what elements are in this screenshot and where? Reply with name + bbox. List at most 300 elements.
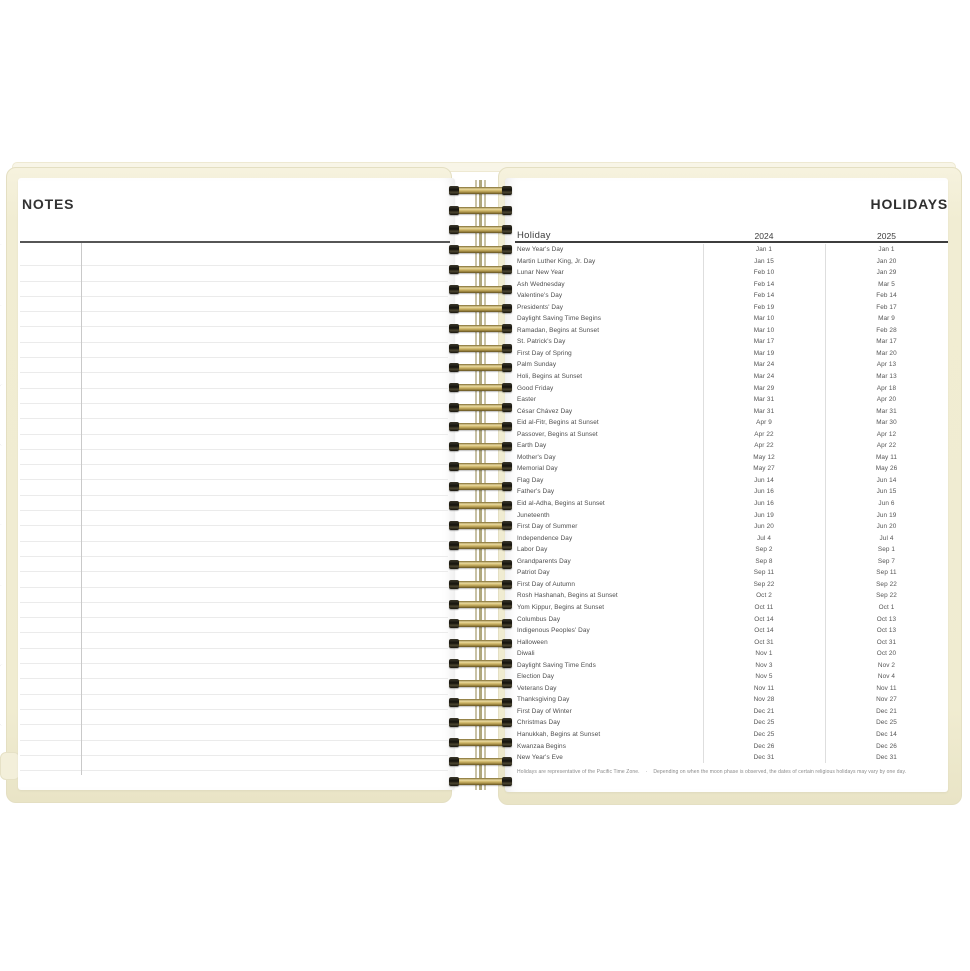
ruled-line [20,404,448,419]
date-2024: Oct 31 [754,638,774,646]
holiday-name: Diwali [517,650,535,658]
date-2024: Mar 10 [753,315,775,323]
coil-end-right [502,580,512,589]
table-row [505,567,948,579]
table-row [505,290,948,302]
coil-bar [455,620,506,627]
date-2024: Dec 25 [753,730,775,738]
coil-end-right [502,639,512,648]
coil-bar [455,423,506,430]
holiday-name: Martin Luther King, Jr. Day [517,257,596,265]
date-2024: May 27 [753,465,775,473]
holiday-name: Lunar New Year [517,269,564,277]
table-row [505,244,948,256]
date-2025: Dec 21 [876,707,897,715]
date-2025: Dec 26 [876,742,897,750]
coil-bar [455,483,506,490]
coil-bar [455,325,506,332]
spiral-coil [449,265,512,274]
spiral-coil [449,403,512,412]
table-row [505,521,948,533]
table-row [505,394,948,406]
ruled-line [20,266,448,281]
coil-bar [455,561,506,568]
coil-bar [455,305,506,312]
ruled-line [20,603,448,618]
ruled-line [20,511,448,526]
date-2024: Oct 2 [756,592,772,600]
holiday-name: Ash Wednesday [517,280,565,288]
footnote-separator: · [645,769,648,775]
table-row [505,579,948,591]
coil-end-left [449,521,459,530]
coil-end-left [449,560,459,569]
ruled-line [20,633,448,648]
ruled-line [20,542,448,557]
notes-margin-line [81,243,82,775]
ruled-line [20,695,448,710]
holiday-name: Valentine's Day [517,292,563,300]
table-row [505,313,948,325]
table-row [505,533,948,545]
table-row [505,452,948,464]
coil-end-right [502,186,512,195]
date-2024: Mar 10 [753,326,775,334]
ruled-line [20,741,448,756]
date-2024: Oct 11 [754,603,774,611]
coil-end-right [502,698,512,707]
date-2025: Sep 22 [876,580,897,588]
ruled-line [20,389,448,404]
table-row [505,671,948,683]
holiday-name: Juneteenth [517,511,550,519]
date-2024: Jun 19 [754,511,774,519]
coil-bar [455,345,506,352]
table-row [505,717,948,729]
date-2024: Sep 11 [753,569,775,577]
table-row [505,463,948,475]
coil-end-right [502,777,512,786]
notes-page-title: NOTES [22,196,75,212]
holiday-name: Indigenous Peoples' Day [517,627,590,635]
holiday-name: Christmas Day [517,719,561,727]
page-corner-curl [0,752,20,780]
date-2024: Mar 24 [753,361,775,369]
holiday-name: St. Patrick's Day [517,338,566,346]
date-2024: Feb 14 [753,292,775,300]
date-2025: Oct 1 [878,603,895,611]
coil-bar [455,207,506,214]
spiral-coil [449,639,512,648]
coil-end-right [502,521,512,530]
date-2025: Jun 20 [876,523,897,531]
coil-end-left [449,619,459,628]
ruled-line [20,557,448,572]
coil-bar [455,286,506,293]
date-2025: Feb 14 [876,292,897,300]
date-2024: Mar 29 [753,384,775,392]
date-2025: Apr 22 [876,442,897,450]
date-2025: May 11 [875,453,898,461]
spiral-coil [449,501,512,510]
coil-end-right [502,482,512,491]
date-2024: Nov 28 [753,696,775,704]
coil-bar [455,364,506,371]
coil-end-left [449,757,459,766]
spiral-coil [449,738,512,747]
coil-end-left [449,186,459,195]
date-2025: Jun 15 [876,488,897,496]
table-row [505,383,948,395]
spiral-coil [449,619,512,628]
date-2024: Feb 19 [753,303,775,311]
coil-end-right [502,363,512,372]
date-2025: Feb 28 [876,326,897,334]
table-row [505,256,948,268]
date-2024: Mar 17 [753,338,775,346]
coil-end-right [502,285,512,294]
coil-bar [455,226,506,233]
holiday-name: Mother's Day [517,453,556,461]
date-2025: Dec 14 [876,730,897,738]
coil-end-left [449,718,459,727]
table-row [505,752,948,764]
coil-end-left [449,285,459,294]
spiral-coil [449,206,512,215]
holiday-name: Father's Day [517,488,555,496]
date-2025: Sep 22 [876,592,897,600]
date-2024: Mar 31 [753,396,775,404]
coil-end-left [449,698,459,707]
coil-end-right [502,600,512,609]
footnote-moon-phase: Depending on when the moon phase is observed, the dates of certain religious holidays may vary by one day. [653,769,907,775]
ruled-line [20,251,448,266]
date-2024: Dec 25 [753,719,775,727]
holiday-name: Yom Kippur, Begins at Sunset [517,603,605,611]
date-2025: Apr 13 [876,361,897,369]
spiral-coil [449,718,512,727]
date-2024: Sep 8 [755,557,773,565]
ruled-line [20,618,448,633]
date-2024: Jun 16 [754,488,774,496]
coil-end-left [449,482,459,491]
date-2025: Apr 18 [876,384,897,392]
spiral-coil [449,757,512,766]
date-2025: Oct 13 [876,627,897,635]
date-2024: Nov 5 [755,673,773,681]
coil-end-left [449,541,459,550]
ruled-line [20,588,448,603]
table-row [505,279,948,291]
date-2025: Oct 20 [876,650,897,658]
ruled-line [20,343,448,358]
date-2025: Mar 30 [876,419,897,427]
holiday-name: New Year's Day [517,246,564,253]
spiral-coil [449,580,512,589]
column-header-2024: 2024 [754,231,774,241]
table-row [505,590,948,602]
coil-end-left [449,501,459,510]
date-2024: Nov 1 [755,650,773,658]
table-row [505,429,948,441]
coil-end-left [449,738,459,747]
table-row [505,556,948,568]
ruled-line [20,664,448,679]
date-2024: Oct 14 [754,627,774,635]
holiday-name: Eid al-Fitr, Begins at Sunset [517,419,599,427]
holiday-name: Kwanzaa Begins [517,742,567,750]
coil-end-right [502,619,512,628]
date-2025: Mar 9 [878,315,895,323]
spiral-coil [449,186,512,195]
coil-end-right [502,679,512,688]
holiday-name: Thanksgiving Day [517,696,570,704]
spiral-coil [449,521,512,530]
date-2024: Apr 9 [756,419,772,427]
coil-end-right [502,659,512,668]
coil-end-left [449,304,459,313]
coil-end-left [449,422,459,431]
table-row [505,498,948,510]
table-row [505,267,948,279]
spiral-coil [449,679,512,688]
spiral-coil [449,560,512,569]
date-2024: Sep 2 [755,546,773,554]
coil-end-right [502,265,512,274]
date-2025: Sep 1 [877,546,896,554]
date-2025: Sep 11 [876,569,897,577]
spiral-coil [449,659,512,668]
holiday-name: Daylight Saving Time Begins [517,315,602,323]
table-row [505,614,948,626]
spiral-coil [449,698,512,707]
date-2024: Jan 15 [754,257,774,265]
table-row [505,625,948,637]
date-2025: Apr 20 [876,396,897,404]
spiral-coil [449,422,512,431]
table-row [505,544,948,556]
column-header-2025: 2025 [877,231,896,241]
table-row [505,648,948,660]
date-2025: Mar 20 [876,349,897,357]
coil-end-right [502,324,512,333]
coil-end-left [449,639,459,648]
coil-end-right [502,541,512,550]
holiday-name: Eid al-Adha, Begins at Sunset [517,500,605,508]
spiral-coil [449,777,512,786]
spiral-coil [449,442,512,451]
coil-end-right [502,462,512,471]
date-2025: Jun 6 [878,500,895,508]
date-2025: Mar 17 [876,338,897,346]
coil-end-left [449,206,459,215]
date-2025: Feb 17 [876,303,897,311]
date-2024: Apr 22 [754,442,774,450]
coil-bar [455,404,506,411]
coil-end-right [502,560,512,569]
coil-bar [455,502,506,509]
coil-end-left [449,344,459,353]
table-row [505,371,948,383]
date-2024: Mar 24 [753,373,775,381]
coil-end-right [502,422,512,431]
date-2025: May 26 [875,465,898,473]
date-2025: Nov 27 [876,696,897,704]
holiday-name: First Day of Spring [517,349,572,357]
coil-end-left [449,679,459,688]
holiday-table-header [505,226,948,241]
holidays-page-title: HOLIDAYS [870,196,948,212]
holiday-name: New Year's Eve [517,754,563,762]
ruled-line [20,435,448,450]
coil-bar [455,640,506,647]
date-2025: Apr 12 [876,430,897,438]
table-row [505,602,948,614]
coil-bar [455,758,506,765]
coil-end-right [502,344,512,353]
spiral-coil [449,245,512,254]
coil-end-right [502,245,512,254]
coil-bar [455,719,506,726]
holiday-name: Easter [517,396,537,404]
date-2025: Jan 1 [878,246,895,253]
coil-end-right [502,304,512,313]
holiday-name: Earth Day [517,442,547,450]
spiral-coil [449,462,512,471]
date-2024: Jun 20 [754,523,774,531]
holiday-name: First Day of Winter [517,707,572,715]
coil-bar [455,739,506,746]
holiday-name: Hanukkah, Begins at Sunset [517,730,601,738]
spiral-coil [449,600,512,609]
coil-bar [455,778,506,785]
table-row [505,637,948,649]
coil-end-left [449,383,459,392]
ruled-line [20,649,448,664]
holiday-name: Flag Day [517,476,544,484]
coil-bar [455,246,506,253]
coil-end-left [449,225,459,234]
table-row [505,729,948,741]
coil-end-right [502,442,512,451]
date-2024: Jun 14 [754,476,774,484]
column-separator-2 [825,244,826,763]
table-row [505,706,948,718]
holiday-table-header-rule [515,241,948,243]
ruled-line [20,419,448,434]
coil-end-left [449,659,459,668]
coil-bar [455,187,506,194]
table-row [505,660,948,672]
holiday-name: Palm Sunday [517,361,557,369]
coil-end-right [502,718,512,727]
holiday-name: Grandparents Day [517,557,571,565]
date-2024: Nov 11 [753,684,775,692]
coil-end-left [449,363,459,372]
spiral-coil [449,285,512,294]
holiday-name: Holi, Begins at Sunset [517,373,583,381]
ruled-line [20,496,448,511]
date-2024: Dec 31 [753,754,775,762]
coil-end-left [449,245,459,254]
ruled-line [20,358,448,373]
spiral-coil [449,304,512,313]
date-2025: Jun 14 [876,476,897,484]
spiral-coil [449,225,512,234]
table-row [505,741,948,753]
column-header-holiday: Holiday [517,230,551,241]
table-row [505,406,948,418]
footnote-timezone: Holidays are representative of the Pacific Time Zone. [517,769,640,775]
date-2025: Jun 19 [876,511,897,519]
date-2025: Jul 4 [879,534,894,542]
coil-end-left [449,403,459,412]
date-2025: Oct 13 [876,615,897,623]
holiday-footnote [517,769,937,775]
coil-end-right [502,403,512,412]
coil-end-right [502,206,512,215]
ruled-line [20,480,448,495]
spiral-coil [449,541,512,550]
holiday-name: Patriot Day [517,569,550,577]
table-row [505,486,948,498]
date-2024: Mar 19 [753,349,775,357]
spiral-coil [449,383,512,392]
ruled-line [20,725,448,740]
coil-end-right [502,738,512,747]
coil-bar [455,384,506,391]
date-2025: Nov 2 [877,661,896,669]
holiday-name: Memorial Day [517,465,558,473]
coil-bar [455,680,506,687]
date-2025: Dec 31 [876,754,897,762]
date-2025: Mar 13 [876,373,897,381]
date-2025: Sep 7 [877,557,896,565]
ruled-line [20,327,448,342]
coil-bar [455,542,506,549]
notes-top-rule [20,241,450,243]
spiral-coil [449,344,512,353]
coil-end-right [502,225,512,234]
ruled-line [20,756,448,771]
table-row [505,325,948,337]
date-2025: Mar 5 [878,280,895,288]
coil-end-left [449,442,459,451]
ruled-line [20,297,448,312]
holiday-name: Labor Day [517,546,548,554]
holiday-name: Independence Day [517,534,573,542]
ruled-line [20,450,448,465]
ruled-lines [20,251,448,771]
date-2025: Nov 11 [876,684,897,692]
holiday-name: Election Day [517,673,555,681]
holiday-name: Halloween [517,638,548,646]
coil-end-left [449,324,459,333]
ruled-line [20,679,448,694]
date-2025: Jan 20 [876,257,897,265]
table-row [505,475,948,487]
table-row [505,336,948,348]
coil-end-right [502,501,512,510]
table-row [505,348,948,360]
date-2024: Dec 26 [753,742,775,750]
ruled-line [20,465,448,480]
date-2024: Feb 10 [753,269,775,277]
date-2024: Sep 22 [753,580,775,588]
table-row [505,359,948,371]
table-row [505,302,948,314]
coil-bar [455,463,506,470]
